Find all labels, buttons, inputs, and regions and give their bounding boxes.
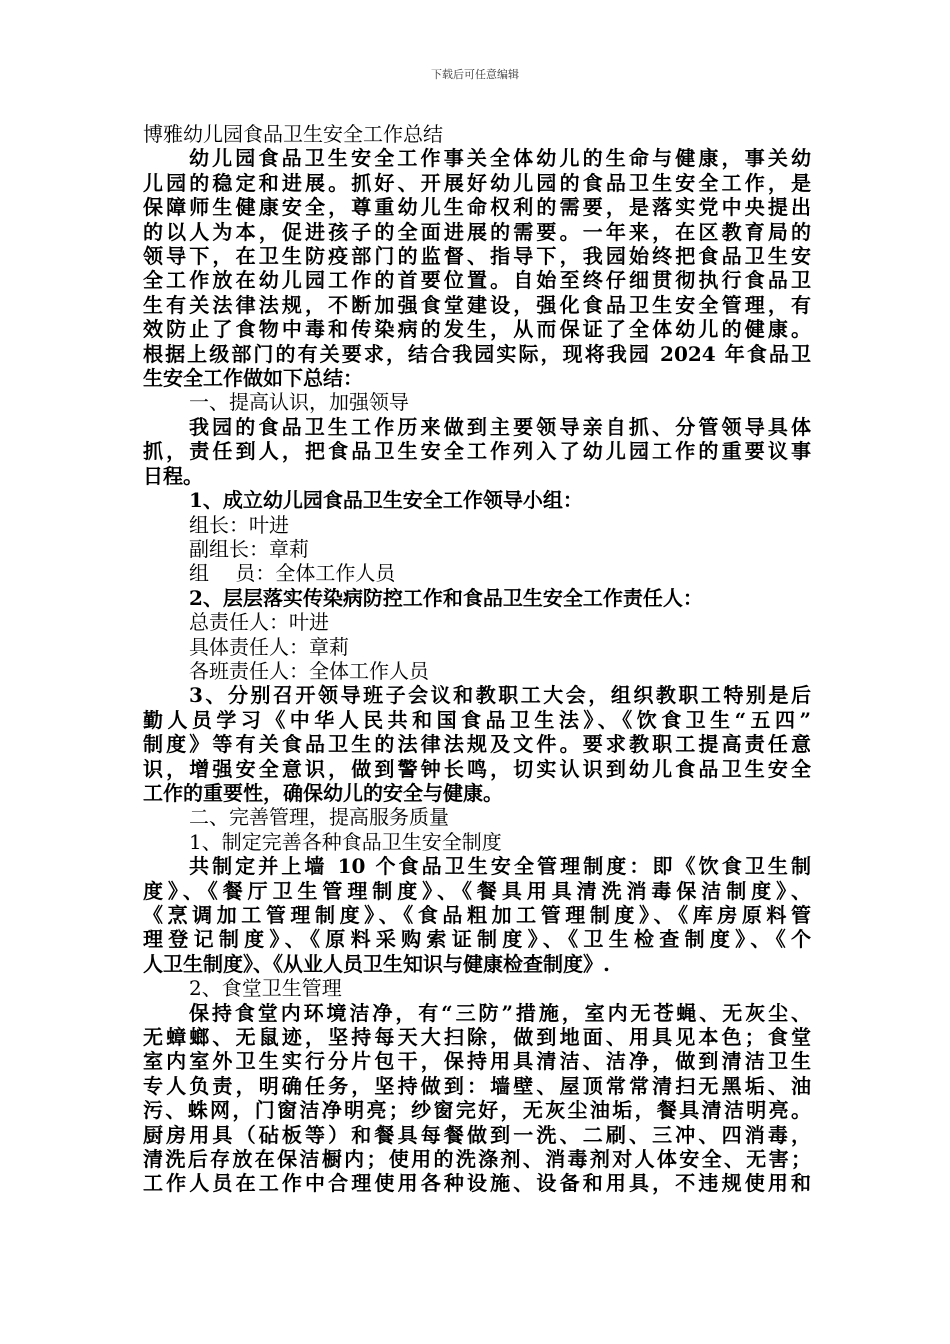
text-line: 保持食堂内环境洁净，有“三防”措施，室内无苍蝇、无灰尘、 <box>189 1000 811 1025</box>
text-line: 专人负责，明确任务，坚持做到：墙壁、屋顶常常清扫无黑垢、油 <box>143 1073 811 1098</box>
text-line: 生有关法律法规，不断加强食堂建设，强化食品卫生安全管理，有 <box>143 292 811 317</box>
text-line: 根据上级部门的有关要求，结合我园实际，现将我园 2024 年食品卫 <box>143 341 811 366</box>
text-line: 抓，责任到人，把食品卫生安全工作列入了幼儿园工作的重要议事 <box>143 439 811 464</box>
text-line: 副组长：章莉 <box>189 536 309 561</box>
text-line: 共制定并上墙 10 个食品卫生安全管理制度：即《饮食卫生制 <box>189 854 811 879</box>
text-line: 幼儿园食品卫生安全工作事关全体幼儿的生命与健康，事关幼 <box>189 146 811 171</box>
text-line: 工作人员在工作中合理使用各种设施、设备和用具，不违规使用和 <box>143 1171 811 1196</box>
document-title: 博雅幼儿园食品卫生安全工作总结 <box>143 122 443 146</box>
text-line: 识，增强安全意识，做到警钟长鸣，切实认识到幼儿食品卫生安全 <box>143 756 811 781</box>
text-line: 具体责任人：章莉 <box>189 634 349 659</box>
text-line: 2、食堂卫生管理 <box>189 976 342 1001</box>
text-line: 生安全工作做如下总结： <box>143 366 363 391</box>
text-line: 度》、《餐厅卫生管理制度》、《餐具用具清洗消毒保洁制度》、 <box>143 878 811 903</box>
text-line: 1、成立幼儿园食品卫生安全工作领导小组： <box>189 488 583 513</box>
text-line: 勤人员学习《中华人民共和国食品卫生法》、《饮食卫生“五四” <box>143 707 811 732</box>
text-line: 各班责任人：全体工作人员 <box>189 658 429 683</box>
document-body <box>143 122 811 1196</box>
text-line: 总责任人：叶进 <box>189 610 329 635</box>
text-line: 《烹调加工管理制度》、《食品粗加工管理制度》、《库房原料管 <box>143 903 811 927</box>
text-line: 我园的食品卫生工作历来做到主要领导亲自抓、分管领导具体 <box>189 414 811 439</box>
text-line: 制度》等有关食品卫生的法律法规及文件。要求教职工提高责任意 <box>143 732 811 757</box>
text-line: 污、蛛网，门窗洁净明亮；纱窗完好，无灰尘油垢，餐具清洁明亮。 <box>143 1098 811 1123</box>
page-header: 下载后可任意编辑 <box>431 68 519 81</box>
text-line: 组长：叶进 <box>189 512 289 537</box>
text-line: 人卫生制度》、《从业人员卫生知识与健康检查制度》. <box>143 951 610 976</box>
text-line: 一、提高认识，加强领导 <box>189 390 409 415</box>
text-line: 3、分别召开领导班子会议和教职工大会，组织教职工特别是后 <box>189 683 811 708</box>
text-line: 全工作放在幼儿园工作的首要位置。自始至终仔细贯彻执行食品卫 <box>143 268 811 293</box>
text-line: 无蟑螂、无鼠迹，坚持每天大扫除，做到地面、用具见本色；食堂 <box>143 1025 811 1050</box>
text-line: 日程。 <box>143 463 203 488</box>
text-line: 厨房用具（砧板等）和餐具每餐做到一洗、二刷、三冲、四消毒， <box>143 1122 811 1147</box>
text-line: 2、层层落实传染病防控工作和食品卫生安全工作责任人： <box>189 585 703 610</box>
text-line: 的以人为本，促进孩子的全面进展的需要。一年来，在区教育局的 <box>143 219 811 244</box>
text-line: 工作的重要性，确保幼儿的安全与健康。 <box>143 780 503 805</box>
text-line: 儿园的稳定和进展。抓好、开展好幼儿园的食品卫生安全工作，是 <box>143 170 811 195</box>
text-line: 组 员：全体工作人员 <box>189 561 396 586</box>
text-line: 清洗后存放在保洁橱内；使用的洗涤剂、消毒剂对人体安全、无害； <box>143 1147 811 1172</box>
text-line: 室内室外卫生实行分片包干，保持用具清洁、洁净，做到清洁卫生 <box>143 1049 811 1074</box>
text-line: 领导下，在卫生防疫部门的监督、指导下，我园始终把食品卫生安 <box>143 244 811 269</box>
text-line: 二、完善管理，提高服务质量 <box>189 805 449 830</box>
text-line: 保障师生健康安全，尊重幼儿生命权利的需要，是落实党中央提出 <box>143 195 811 220</box>
text-line: 理登记制度》、《原料采购索证制度》、《卫生检查制度》、《个 <box>143 927 811 952</box>
text-line: 效防止了食物中毒和传染病的发生，从而保证了全体幼儿的健康。 <box>143 317 811 342</box>
text-line: 1、制定完善各种食品卫生安全制度 <box>189 829 502 854</box>
